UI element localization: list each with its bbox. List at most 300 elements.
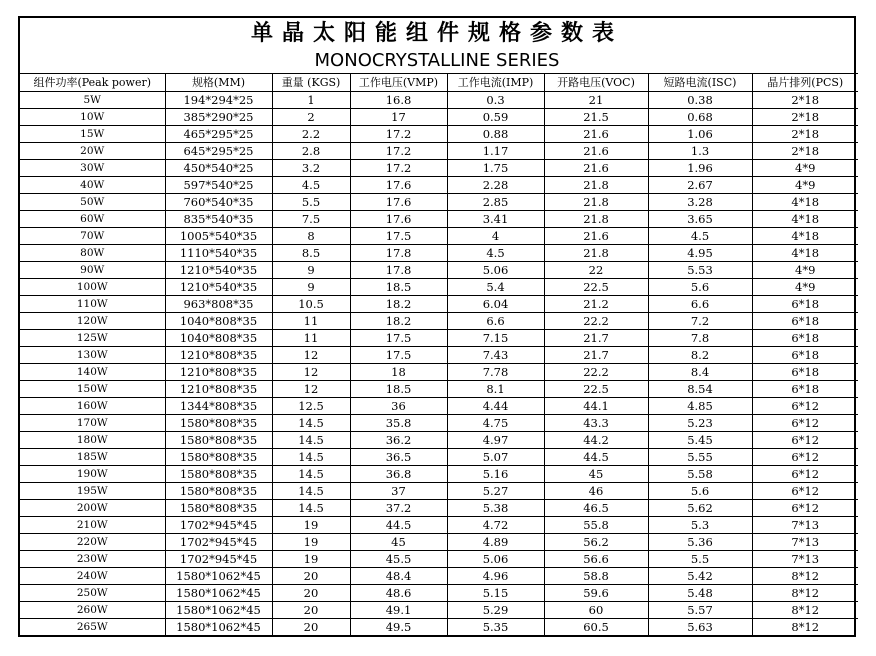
table-row — [20, 330, 858, 347]
cell-weight: 4.5 — [272, 177, 350, 194]
table-row — [20, 619, 858, 636]
cell-voc: 60 — [544, 602, 648, 619]
cell-weight: 14.5 — [272, 500, 350, 517]
cell-cells: 6*12 — [752, 500, 858, 517]
cell-isc: 5.5 — [648, 551, 752, 568]
cell-imp: 5.15 — [447, 585, 544, 602]
cell-imp: 3.41 — [447, 211, 544, 228]
cell-imp: 4.72 — [447, 517, 544, 534]
cell-voc: 21.5 — [544, 109, 648, 126]
table-row — [20, 296, 858, 313]
cell-power: 260W — [20, 602, 165, 619]
cell-vmp: 35.8 — [350, 415, 447, 432]
cell-cells: 7*13 — [752, 534, 858, 551]
cell-cells: 4*18 — [752, 194, 858, 211]
cell-vmp: 18.2 — [350, 313, 447, 330]
cell-vmp: 16.8 — [350, 92, 447, 109]
table-row — [20, 347, 858, 364]
cell-voc: 21 — [544, 92, 648, 109]
cell-size: 1580*808*35 — [165, 466, 272, 483]
cell-size: 465*295*25 — [165, 126, 272, 143]
cell-imp: 7.15 — [447, 330, 544, 347]
cell-cells: 6*18 — [752, 381, 858, 398]
cell-isc: 8.2 — [648, 347, 752, 364]
cell-voc: 55.8 — [544, 517, 648, 534]
table-body — [20, 92, 858, 636]
cell-size: 1210*808*35 — [165, 364, 272, 381]
cell-imp: 1.17 — [447, 143, 544, 160]
cell-weight: 8.5 — [272, 245, 350, 262]
table-row — [20, 262, 858, 279]
cell-weight: 12 — [272, 381, 350, 398]
cell-power: 50W — [20, 194, 165, 211]
cell-vmp: 17 — [350, 109, 447, 126]
cell-vmp: 36.8 — [350, 466, 447, 483]
cell-isc: 0.68 — [648, 109, 752, 126]
cell-weight: 11 — [272, 313, 350, 330]
cell-size: 1580*808*35 — [165, 415, 272, 432]
cell-cells: 8*12 — [752, 619, 858, 636]
cell-weight: 9 — [272, 262, 350, 279]
cell-size: 1210*540*35 — [165, 279, 272, 296]
cell-power: 80W — [20, 245, 165, 262]
cell-power: 200W — [20, 500, 165, 517]
cell-power: 160W — [20, 398, 165, 415]
cell-power: 240W — [20, 568, 165, 585]
cell-isc: 5.55 — [648, 449, 752, 466]
cell-cells: 7*13 — [752, 517, 858, 534]
cell-size: 1210*808*35 — [165, 347, 272, 364]
cell-size: 1580*1062*45 — [165, 568, 272, 585]
table-row — [20, 92, 858, 109]
cell-imp: 5.16 — [447, 466, 544, 483]
cell-voc: 22.5 — [544, 381, 648, 398]
cell-voc: 44.1 — [544, 398, 648, 415]
cell-isc: 5.53 — [648, 262, 752, 279]
cell-power: 30W — [20, 160, 165, 177]
cell-size: 194*294*25 — [165, 92, 272, 109]
cell-isc: 6.6 — [648, 296, 752, 313]
cell-voc: 21.6 — [544, 160, 648, 177]
cell-weight: 20 — [272, 585, 350, 602]
cell-voc: 21.6 — [544, 143, 648, 160]
cell-size: 1702*945*45 — [165, 551, 272, 568]
cell-isc: 8.4 — [648, 364, 752, 381]
cell-size: 1702*945*45 — [165, 534, 272, 551]
cell-imp: 4.5 — [447, 245, 544, 262]
table-row — [20, 160, 858, 177]
cell-imp: 4.89 — [447, 534, 544, 551]
cell-voc: 46.5 — [544, 500, 648, 517]
cell-imp: 2.28 — [447, 177, 544, 194]
cell-power: 210W — [20, 517, 165, 534]
cell-vmp: 18.5 — [350, 381, 447, 398]
cell-size: 1580*1062*45 — [165, 619, 272, 636]
cell-isc: 7.8 — [648, 330, 752, 347]
header-row — [20, 74, 858, 92]
cell-weight: 7.5 — [272, 211, 350, 228]
cell-imp: 5.06 — [447, 551, 544, 568]
cell-cells: 6*18 — [752, 296, 858, 313]
cell-weight: 19 — [272, 534, 350, 551]
cell-isc: 5.57 — [648, 602, 752, 619]
table-row — [20, 228, 858, 245]
cell-imp: 8.1 — [447, 381, 544, 398]
cell-voc: 22 — [544, 262, 648, 279]
cell-cells: 4*18 — [752, 211, 858, 228]
cell-isc: 2.67 — [648, 177, 752, 194]
cell-cells: 6*18 — [752, 313, 858, 330]
cell-weight: 12 — [272, 364, 350, 381]
cell-weight: 2.8 — [272, 143, 350, 160]
cell-cells: 8*12 — [752, 568, 858, 585]
cell-vmp: 18.5 — [350, 279, 447, 296]
cell-cells: 6*18 — [752, 364, 858, 381]
cell-size: 645*295*25 — [165, 143, 272, 160]
table-row — [20, 211, 858, 228]
cell-isc: 4.85 — [648, 398, 752, 415]
cell-voc: 60.5 — [544, 619, 648, 636]
cell-isc: 4.95 — [648, 245, 752, 262]
cell-size: 1040*808*35 — [165, 330, 272, 347]
cell-weight: 9 — [272, 279, 350, 296]
cell-voc: 21.8 — [544, 194, 648, 211]
cell-cells: 4*9 — [752, 279, 858, 296]
cell-imp: 0.3 — [447, 92, 544, 109]
cell-size: 385*290*25 — [165, 109, 272, 126]
cell-isc: 5.58 — [648, 466, 752, 483]
cell-cells: 6*12 — [752, 466, 858, 483]
cell-cells: 4*18 — [752, 245, 858, 262]
cell-power: 60W — [20, 211, 165, 228]
table-row — [20, 568, 858, 585]
cell-weight: 14.5 — [272, 432, 350, 449]
cell-vmp: 48.6 — [350, 585, 447, 602]
table-row — [20, 415, 858, 432]
cell-weight: 14.5 — [272, 466, 350, 483]
cell-imp: 5.35 — [447, 619, 544, 636]
cell-voc: 21.6 — [544, 228, 648, 245]
header-weight: 重量 (KGS) — [272, 74, 350, 92]
cell-isc: 5.42 — [648, 568, 752, 585]
cell-vmp: 36 — [350, 398, 447, 415]
cell-voc: 21.7 — [544, 330, 648, 347]
cell-weight: 20 — [272, 568, 350, 585]
cell-power: 100W — [20, 279, 165, 296]
cell-voc: 21.8 — [544, 211, 648, 228]
cell-power: 15W — [20, 126, 165, 143]
cell-voc: 22.2 — [544, 313, 648, 330]
cell-power: 130W — [20, 347, 165, 364]
cell-isc: 0.38 — [648, 92, 752, 109]
cell-power: 5W — [20, 92, 165, 109]
cell-imp: 5.06 — [447, 262, 544, 279]
table-row — [20, 177, 858, 194]
cell-voc: 45 — [544, 466, 648, 483]
table-row — [20, 279, 858, 296]
cell-power: 140W — [20, 364, 165, 381]
cell-imp: 5.4 — [447, 279, 544, 296]
table-row — [20, 432, 858, 449]
cell-weight: 14.5 — [272, 483, 350, 500]
cell-power: 150W — [20, 381, 165, 398]
cell-power: 250W — [20, 585, 165, 602]
cell-weight: 19 — [272, 517, 350, 534]
cell-vmp: 36.2 — [350, 432, 447, 449]
table-row — [20, 500, 858, 517]
spec-sheet — [18, 16, 856, 637]
cell-imp: 2.85 — [447, 194, 544, 211]
cell-power: 265W — [20, 619, 165, 636]
cell-imp: 4.44 — [447, 398, 544, 415]
cell-weight: 20 — [272, 619, 350, 636]
cell-isc: 1.3 — [648, 143, 752, 160]
cell-isc: 8.54 — [648, 381, 752, 398]
cell-weight: 2.2 — [272, 126, 350, 143]
title-english: MONOCRYSTALLINE SERIES — [314, 50, 560, 71]
cell-imp: 0.88 — [447, 126, 544, 143]
cell-cells: 6*18 — [752, 330, 858, 347]
cell-isc: 5.3 — [648, 517, 752, 534]
cell-imp: 7.78 — [447, 364, 544, 381]
header-vmp: 工作电压(VMP) — [350, 74, 447, 92]
cell-isc: 3.65 — [648, 211, 752, 228]
cell-power: 185W — [20, 449, 165, 466]
cell-voc: 43.3 — [544, 415, 648, 432]
cell-voc: 21.8 — [544, 177, 648, 194]
cell-vmp: 37.2 — [350, 500, 447, 517]
cell-vmp: 17.8 — [350, 262, 447, 279]
cell-size: 1110*540*35 — [165, 245, 272, 262]
cell-weight: 12 — [272, 347, 350, 364]
cell-cells: 6*18 — [752, 347, 858, 364]
cell-vmp: 17.2 — [350, 143, 447, 160]
table-row — [20, 551, 858, 568]
cell-cells: 2*18 — [752, 92, 858, 109]
cell-imp: 5.27 — [447, 483, 544, 500]
spec-table — [20, 73, 858, 635]
cell-power: 195W — [20, 483, 165, 500]
cell-size: 450*540*25 — [165, 160, 272, 177]
table-row — [20, 245, 858, 262]
cell-vmp: 49.1 — [350, 602, 447, 619]
cell-cells: 8*12 — [752, 585, 858, 602]
cell-size: 1580*808*35 — [165, 432, 272, 449]
cell-cells: 2*18 — [752, 109, 858, 126]
cell-cells: 7*13 — [752, 551, 858, 568]
cell-power: 10W — [20, 109, 165, 126]
table-row — [20, 517, 858, 534]
cell-weight: 19 — [272, 551, 350, 568]
cell-vmp: 17.6 — [350, 194, 447, 211]
cell-vmp: 18.2 — [350, 296, 447, 313]
cell-size: 963*808*35 — [165, 296, 272, 313]
table-row — [20, 194, 858, 211]
table-row — [20, 364, 858, 381]
cell-cells: 4*9 — [752, 160, 858, 177]
cell-voc: 56.2 — [544, 534, 648, 551]
cell-imp: 1.75 — [447, 160, 544, 177]
cell-size: 1040*808*35 — [165, 313, 272, 330]
cell-power: 170W — [20, 415, 165, 432]
cell-weight: 8 — [272, 228, 350, 245]
cell-imp: 0.59 — [447, 109, 544, 126]
cell-weight: 14.5 — [272, 415, 350, 432]
header-cells: 晶片排列(PCS) — [752, 74, 858, 92]
cell-power: 220W — [20, 534, 165, 551]
cell-weight: 5.5 — [272, 194, 350, 211]
table-row — [20, 109, 858, 126]
cell-voc: 22.5 — [544, 279, 648, 296]
cell-power: 40W — [20, 177, 165, 194]
cell-vmp: 18 — [350, 364, 447, 381]
cell-weight: 2 — [272, 109, 350, 126]
table-row — [20, 483, 858, 500]
cell-weight: 20 — [272, 602, 350, 619]
cell-vmp: 44.5 — [350, 517, 447, 534]
table-row — [20, 585, 858, 602]
cell-isc: 7.2 — [648, 313, 752, 330]
cell-size: 835*540*35 — [165, 211, 272, 228]
cell-vmp: 17.5 — [350, 330, 447, 347]
cell-cells: 4*18 — [752, 228, 858, 245]
header-isc: 短路电流(ISC) — [648, 74, 752, 92]
cell-size: 1210*808*35 — [165, 381, 272, 398]
cell-weight: 1 — [272, 92, 350, 109]
cell-voc: 22.2 — [544, 364, 648, 381]
cell-cells: 4*9 — [752, 177, 858, 194]
table-row — [20, 466, 858, 483]
cell-imp: 5.38 — [447, 500, 544, 517]
cell-size: 1344*808*35 — [165, 398, 272, 415]
cell-cells: 4*9 — [752, 262, 858, 279]
cell-weight: 3.2 — [272, 160, 350, 177]
cell-vmp: 45.5 — [350, 551, 447, 568]
cell-vmp: 48.4 — [350, 568, 447, 585]
cell-cells: 6*12 — [752, 449, 858, 466]
cell-cells: 8*12 — [752, 602, 858, 619]
header-imp: 工作电流(IMP) — [447, 74, 544, 92]
cell-power: 180W — [20, 432, 165, 449]
cell-size: 1580*808*35 — [165, 449, 272, 466]
header-power: 组件功率(Peak power) — [20, 74, 165, 92]
title-chinese: 单晶太阳能组件规格参数表 — [250, 21, 623, 46]
cell-size: 1702*945*45 — [165, 517, 272, 534]
cell-power: 125W — [20, 330, 165, 347]
table-row — [20, 143, 858, 160]
cell-voc: 21.6 — [544, 126, 648, 143]
cell-vmp: 17.6 — [350, 211, 447, 228]
table-row — [20, 449, 858, 466]
cell-voc: 21.2 — [544, 296, 648, 313]
table-row — [20, 534, 858, 551]
header-size: 规格(MM) — [165, 74, 272, 92]
cell-voc: 44.5 — [544, 449, 648, 466]
cell-isc: 5.62 — [648, 500, 752, 517]
cell-vmp: 17.5 — [350, 347, 447, 364]
cell-isc: 5.6 — [648, 483, 752, 500]
cell-vmp: 17.2 — [350, 160, 447, 177]
cell-size: 760*540*35 — [165, 194, 272, 211]
cell-size: 1005*540*35 — [165, 228, 272, 245]
cell-voc: 21.8 — [544, 245, 648, 262]
cell-isc: 4.5 — [648, 228, 752, 245]
cell-power: 230W — [20, 551, 165, 568]
cell-imp: 6.04 — [447, 296, 544, 313]
cell-voc: 56.6 — [544, 551, 648, 568]
cell-voc: 59.6 — [544, 585, 648, 602]
cell-power: 110W — [20, 296, 165, 313]
cell-vmp: 36.5 — [350, 449, 447, 466]
table-row — [20, 602, 858, 619]
cell-size: 1580*808*35 — [165, 500, 272, 517]
header-voc: 开路电压(VOC) — [544, 74, 648, 92]
cell-cells: 6*12 — [752, 483, 858, 500]
cell-imp: 6.6 — [447, 313, 544, 330]
cell-imp: 4 — [447, 228, 544, 245]
cell-voc: 21.7 — [544, 347, 648, 364]
cell-vmp: 37 — [350, 483, 447, 500]
cell-imp: 4.75 — [447, 415, 544, 432]
cell-size: 1210*540*35 — [165, 262, 272, 279]
cell-imp: 5.07 — [447, 449, 544, 466]
cell-cells: 2*18 — [752, 126, 858, 143]
cell-isc: 5.45 — [648, 432, 752, 449]
cell-size: 1580*1062*45 — [165, 602, 272, 619]
cell-power: 190W — [20, 466, 165, 483]
cell-isc: 5.36 — [648, 534, 752, 551]
cell-vmp: 17.5 — [350, 228, 447, 245]
cell-size: 1580*808*35 — [165, 483, 272, 500]
cell-weight: 12.5 — [272, 398, 350, 415]
cell-isc: 5.63 — [648, 619, 752, 636]
cell-weight: 14.5 — [272, 449, 350, 466]
cell-isc: 1.96 — [648, 160, 752, 177]
cell-vmp: 45 — [350, 534, 447, 551]
cell-cells: 6*12 — [752, 398, 858, 415]
cell-voc: 46 — [544, 483, 648, 500]
cell-imp: 7.43 — [447, 347, 544, 364]
cell-cells: 2*18 — [752, 143, 858, 160]
table-row — [20, 398, 858, 415]
cell-power: 120W — [20, 313, 165, 330]
cell-vmp: 17.6 — [350, 177, 447, 194]
cell-imp: 5.29 — [447, 602, 544, 619]
cell-size: 597*540*25 — [165, 177, 272, 194]
cell-cells: 6*12 — [752, 415, 858, 432]
cell-isc: 5.48 — [648, 585, 752, 602]
cell-weight: 11 — [272, 330, 350, 347]
cell-isc: 5.6 — [648, 279, 752, 296]
cell-size: 1580*1062*45 — [165, 585, 272, 602]
cell-isc: 3.28 — [648, 194, 752, 211]
cell-power: 90W — [20, 262, 165, 279]
cell-isc: 1.06 — [648, 126, 752, 143]
table-row — [20, 381, 858, 398]
cell-vmp: 17.2 — [350, 126, 447, 143]
cell-voc: 58.8 — [544, 568, 648, 585]
cell-vmp: 17.8 — [350, 245, 447, 262]
cell-voc: 44.2 — [544, 432, 648, 449]
cell-imp: 4.96 — [447, 568, 544, 585]
cell-power: 20W — [20, 143, 165, 160]
cell-isc: 5.23 — [648, 415, 752, 432]
cell-imp: 4.97 — [447, 432, 544, 449]
cell-weight: 10.5 — [272, 296, 350, 313]
cell-power: 70W — [20, 228, 165, 245]
cell-cells: 6*12 — [752, 432, 858, 449]
table-row — [20, 313, 858, 330]
